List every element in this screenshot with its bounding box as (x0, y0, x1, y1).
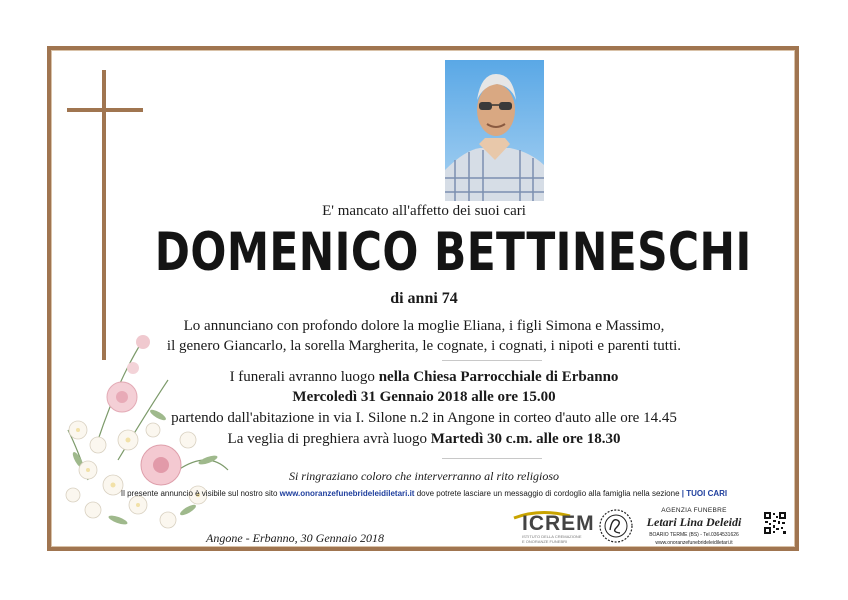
deceased-name: DOMENICO BETTINESCHI (154, 222, 752, 283)
announcement-line: il genero Giancarlo, la sorella Margherita, le cognate, i cognati, i nipoti e parenti tutti. (166, 338, 682, 354)
separator (442, 360, 542, 361)
funeral-date: Mercoledì 31 Gennaio 2018 alle ore 15.00 (292, 389, 556, 405)
vigil-info (70, 431, 778, 448)
website-link[interactable]: www.onoranzefunebrideleidiletari.it (279, 489, 415, 498)
funeral-church: nella Chiesa Parrocchiale di Erbanno (378, 369, 619, 385)
funeral-location (70, 369, 778, 386)
announcement-line: Lo annunciano con profondo dolore la moglie Eliana, i figli Simona e Massimo, (183, 318, 665, 334)
agency-website: www.onoranzefunebrideleidiletari.it (655, 540, 733, 546)
funeral-procession: partendo dall'abitazione in via I. Silone n.2 in Angone in corteo d'auto alle ore 14.45 (171, 410, 677, 426)
cross-icon-arm (67, 108, 143, 112)
intro-text: E' mancato all'affetto dei suoi cari (322, 203, 526, 219)
agency-block (632, 507, 756, 546)
notice-text: Il presente annuncio è visibile sul nostro sito (120, 489, 278, 498)
vigil-label: La veglia di preghiera avrà luogo (227, 431, 428, 447)
agency-monogram-icon (598, 508, 634, 544)
website-notice (70, 489, 778, 498)
agency-address: BOARIO TERME (BS) - Tel.0364531626 (649, 532, 739, 538)
deceased-age: di anni 74 (390, 290, 458, 307)
place-and-date: Angone - Erbanno, 30 Gennaio 2018 (206, 531, 384, 545)
announcement-text (70, 316, 778, 356)
deceased-portrait-photo (445, 60, 544, 201)
notice-separator: | (681, 489, 685, 498)
thanks-text: Si ringraziano coloro che interverranno al rito religioso (288, 469, 560, 483)
notice-text-2: dove potrete lasciare un messaggio di cordoglio alla famiglia nella sezione (416, 489, 680, 498)
agency-name: Letari Lina Deleidi (646, 515, 742, 529)
qr-code-icon[interactable] (764, 512, 786, 534)
tuoi-cari-section-link[interactable]: TUOI CARI (686, 489, 728, 498)
vigil-date: Martedì 30 c.m. alle ore 18.30 (430, 431, 621, 447)
icrem-logo-subtitle: ISTITUTO DELLA CREMAZIONE E ONORANZE FUNEBRI (522, 534, 582, 544)
icrem-logo-text: ICREM (522, 512, 595, 535)
separator (442, 458, 542, 459)
agency-header: AGENZIA FUNEBRE (661, 507, 727, 514)
funeral-location-label: I funerali avranno luogo (229, 369, 375, 385)
